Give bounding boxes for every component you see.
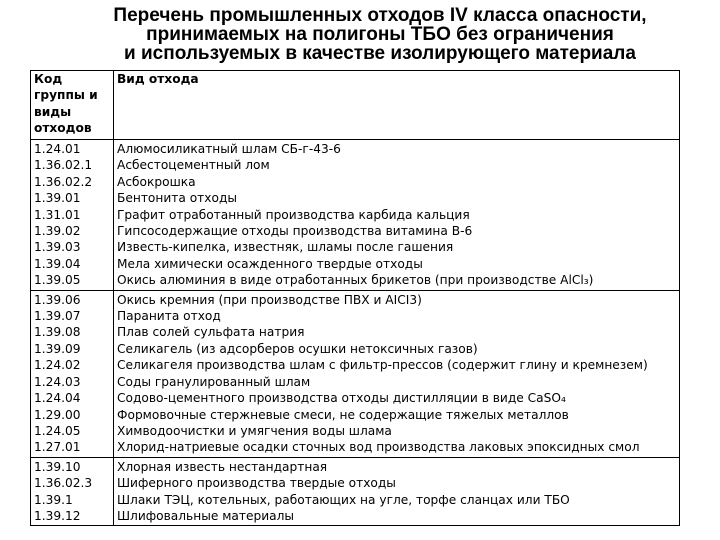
code-value: 1.36.02.1 bbox=[34, 158, 93, 173]
type-cell bbox=[114, 457, 680, 526]
type-value: Шлифовальные материалы bbox=[117, 508, 295, 523]
title-line-3: и используемых в качестве изолирующего материала bbox=[124, 43, 636, 64]
type-cell bbox=[114, 290, 680, 457]
type-value: Бентонита отходы bbox=[117, 191, 237, 206]
code-value: 1.24.03 bbox=[34, 374, 81, 389]
title-line-1: Перечень промышленных отходов IV класса опасности, bbox=[113, 5, 647, 26]
type-value: Химводоочистки и умягчения воды шлама bbox=[117, 423, 392, 438]
type-value: Шлаки ТЭЦ, котельных, работающих на угле, торфе сланцах или ТБО bbox=[117, 492, 570, 507]
type-cell bbox=[114, 140, 680, 291]
type-value: Плав солей сульфата натрия bbox=[117, 325, 305, 340]
type-value: Графит отработанный производства карбида кальция bbox=[117, 207, 470, 222]
type-value: Шиферного производства твердые отходы bbox=[117, 476, 396, 491]
code-value: 1.39.1 bbox=[34, 492, 73, 507]
header-code-line: виды bbox=[34, 104, 72, 119]
header-code-line: отходов bbox=[34, 121, 92, 136]
type-value: Селикагеля производства шлам с фильтр-прессов (содержит глину и кремнезем) bbox=[117, 358, 648, 373]
type-value: Хлорная известь нестандартная bbox=[117, 459, 328, 474]
type-value: Паранита отход bbox=[117, 309, 221, 324]
header-code-line: Код bbox=[34, 72, 63, 86]
table-row-group-3 bbox=[31, 457, 680, 526]
code-value: 1.24.04 bbox=[34, 391, 81, 406]
code-value: 1.39.07 bbox=[34, 309, 81, 324]
type-value: Содово-цементного производства отходы дистилляции в виде CaSO₄ bbox=[117, 391, 566, 406]
type-value: Асбестоцементный лом bbox=[117, 158, 270, 173]
code-value: 1.39.12 bbox=[34, 508, 81, 523]
page-title bbox=[40, 6, 720, 63]
code-value: 1.39.02 bbox=[34, 224, 81, 239]
type-value: Формовочные стержневые смеси, не содержащие тяжелых металлов bbox=[117, 407, 569, 422]
type-value: Окись кремния (при производстве ПВХ и AICI3) bbox=[117, 292, 422, 307]
code-value: 1.27.01 bbox=[34, 440, 81, 455]
table-header-row bbox=[31, 71, 680, 140]
type-value: Селикагель (из адсорберов осушки нетоксичных газов) bbox=[117, 341, 478, 356]
code-value: 1.39.10 bbox=[34, 459, 81, 474]
code-value: 1.24.05 bbox=[34, 423, 81, 438]
type-value: Хлорид-натриевые осадки сточных вод производства лаковых эпоксидных смол bbox=[117, 440, 640, 455]
code-value: 1.39.01 bbox=[34, 191, 81, 206]
code-value: 1.39.03 bbox=[34, 240, 81, 255]
code-cell bbox=[31, 140, 114, 291]
code-value: 1.24.01 bbox=[34, 142, 81, 156]
table-row-group-2 bbox=[31, 290, 680, 457]
type-value: Известь-кипелка, известняк, шламы после гашения bbox=[117, 240, 454, 255]
code-value: 1.39.08 bbox=[34, 325, 81, 340]
type-value: Гипсосодержащие отходы производства витамина В-6 bbox=[117, 224, 473, 239]
type-value: Асбокрошка bbox=[117, 174, 196, 189]
code-value: 1.39.06 bbox=[34, 292, 81, 307]
code-cell bbox=[31, 457, 114, 526]
waste-table bbox=[30, 70, 680, 526]
code-value: 1.29.00 bbox=[34, 407, 81, 422]
code-value: 1.36.02.3 bbox=[34, 476, 93, 491]
table-row-group-1 bbox=[31, 140, 680, 291]
code-value: 1.39.09 bbox=[34, 341, 81, 356]
code-value: 1.24.02 bbox=[34, 358, 81, 373]
type-value: Мела химически осажденного твердые отходы bbox=[117, 256, 423, 271]
title-line-2: принимаемых на полигоны ТБО без ограничения bbox=[146, 24, 614, 45]
header-code bbox=[31, 71, 114, 140]
code-value: 1.31.01 bbox=[34, 207, 81, 222]
header-code-line: группы и bbox=[34, 88, 98, 103]
type-value: Алюмосиликатный шлам СБ-г-43-6 bbox=[117, 142, 341, 156]
code-cell bbox=[31, 290, 114, 457]
header-type: Вид отхода bbox=[114, 71, 680, 140]
type-value: Соды гранулированный шлам bbox=[117, 374, 311, 389]
type-value: Окись алюминия в виде отработанных брикетов (при производстве AlCl₃) bbox=[117, 273, 594, 288]
code-value: 1.36.02.2 bbox=[34, 174, 93, 189]
code-value: 1.39.05 bbox=[34, 273, 81, 288]
code-value: 1.39.04 bbox=[34, 256, 81, 271]
